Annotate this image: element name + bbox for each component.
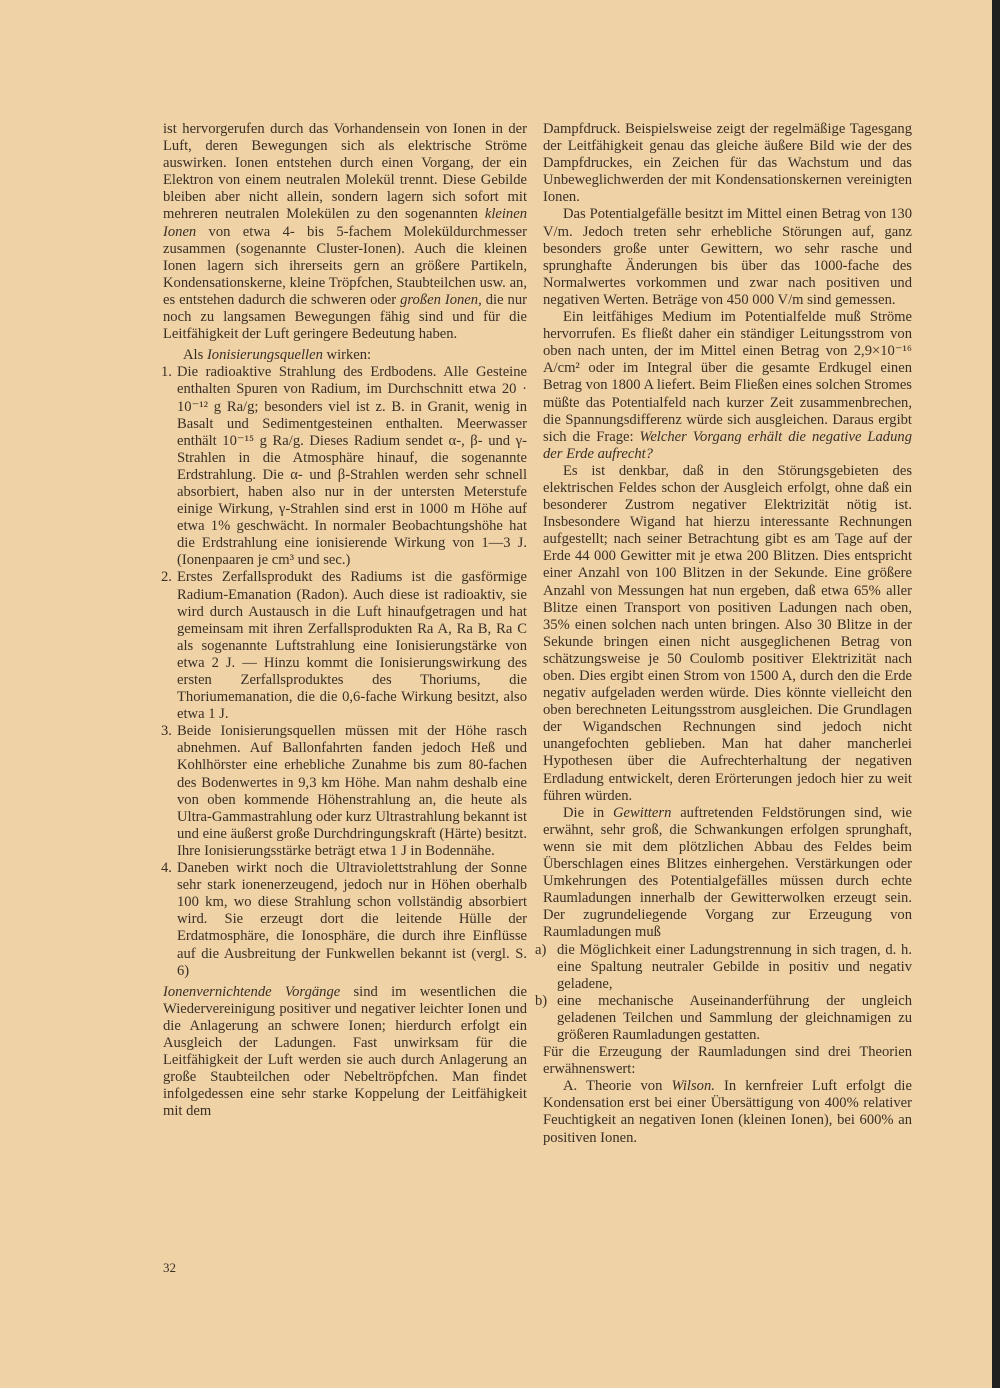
- emphasis: kleinen Ionen: [163, 206, 527, 240]
- list-text: Beide Ionisierungsquellen müssen mit der Höhe rasch abnehmen. Auf Ballonfahrten fanden jedoch Heß und Kohlhörster eine erhebliche Zunahme bis zum 80-fachen des Bodenwertes in 9,3 km Höhe. Man nahm deshalb eine von oben kommende Höhenstrahlung an, die heute als Ultra-Gammastrahlung oder kurz Ultrastrahlung bekannt ist und eine äußerst große Durchdringungskraft (Härte) besitzt. Ihre Ionisierungsstärke beträgt etwa 1 J in Bodennähe.: [177, 723, 527, 859]
- list-item: [163, 364, 527, 569]
- page-number: 32: [163, 1260, 176, 1275]
- right-paragraph-6: Für die Erzeugung der Raumladungen sind drei Theorien erwähnenswert:: [543, 1044, 912, 1078]
- emphasis: Welcher Vorgang erhält die negative Ladung der Erde aufrecht?: [543, 428, 912, 462]
- emphasis: Ionenvernichtende Vorgänge: [163, 983, 341, 1000]
- text-run: sind im wesentlichen die Wiedervereinigung positiver und negativer leichter Ionen und die Anlagerung an schwere Ionen; hierdurch erfolgt ein Ausgleich der Ladungen. Fast unwirksam für die Leitfähigkeit der Luft werden sie auch durch Anlagerung an große Staubteilchen oder Nebeltröpfchen. Man findet infolgedessen eine sehr starke Koppelung der Leitfähigkeit mit dem: [163, 983, 527, 1120]
- emphasis: Wilson.: [671, 1078, 715, 1095]
- left-paragraph-3: [163, 984, 527, 1121]
- right-paragraph-1: Dampfdruck. Beispielsweise zeigt der regelmäßige Tagesgang der Leitfähigkeit genau das gleiche äußere Bild wie der des Dampfdruckes, ein Zeichen für das Wachstum und das Unbeweglichwerden der mit Kondensationskernen vereinigten Ionen.: [543, 121, 912, 206]
- list-number: 2.: [161, 569, 172, 586]
- left-column: [163, 121, 527, 1120]
- list-item: [163, 723, 527, 860]
- right-paragraph-3: [543, 309, 912, 463]
- text-run: ist hervorgerufen durch das Vorhandensein von Ionen in der Luft, deren Bewegungen sich als elektrische Ströme auswirken. Ionen entstehen durch einen Vorgang, der ein Elektron von einem neutralen Molekül trennt. Diese Gebilde bleiben aber nicht allein, sondern lagern sich sofort mit mehreren neutralen Molekülen zu den sogenannten: [163, 121, 527, 223]
- list-text: die Möglichkeit einer Ladungstrennung in sich tragen, d. h. eine Spaltung neutraler Gebilde in positiv und negativ geladene,: [557, 941, 912, 992]
- right-paragraph-7: [543, 1078, 912, 1146]
- scan-edge: [992, 0, 1000, 1388]
- right-paragraph-4: Es ist denkbar, daß in den Störungsgebieten des elektrischen Feldes schon der Ausgleich erfolgt, ohne daß ein besonderer Zustrom negativer Elektrizität nötig ist. Insbesondere Wigand hat hierzu interessante Rechnungen aufgestellt; nach seiner Betrachtung gibt es am Tage auf der Erde 44 000 Gewitter mit je etwa 200 Blitzen. Dies entspricht einer Anzahl von 100 Blitzen in der Sekunde. Eine größere Anzahl von Messungen hat nun ergeben, daß etwa 65% aller Blitze einen Transport von positiven Ladungen nach oben, 35% einen solchen nach unten bringen. Also 30 Blitze in der Sekunde bringen einen nicht ausgeglichenen Betrag von schätzungsweise je 50 Coulomb positiver Elektrizität nach oben. Dies ergibt einen Strom von 1500 A, durch den die Erde negativ aufgeladen werden würde. Dies könnte vielleicht den oben berechneten Leitungsstrom ausgleichen. Die Grundlagen der Wigandschen Rechnungen sind jedoch nicht unangefochten geblieben. Man hat daher mancherlei Hypothesen über die Aufrechterhaltung der negativen Erdladung entwickelt, deren Erörterungen jedoch hier zu weit führen würden.: [543, 462, 912, 804]
- list-item: [535, 941, 912, 993]
- list-item: [163, 569, 527, 723]
- list-number: 1.: [161, 364, 172, 381]
- text-run: In kernfreier Luft erfolgt die Kondensation erst bei einer Übersättigung von 400% relativer Feuchtigkeit an negativen Ionen (kleinen Ionen), bei 600% an positiven Ionen.: [543, 1078, 912, 1146]
- text-run: von etwa 4- bis 5-fachem Moleküldurchmesser zusammen (sogenannte Cluster-Ionen). Auch die kleinen Ionen lagern sich ihrerseits gern an größere Partikeln, Kondensationskerne, kleine Tröpfchen, Staubteilchen usw. an, es entstehen dadurch die schweren oder: [163, 223, 527, 308]
- list-text: Erstes Zerfallsprodukt des Radiums ist die gasförmige Radium-Emanation (Radon). Auch diese ist radioaktiv, sie wird durch Austausch in die Luft hinaufgetragen und hat gemeinsam mit ihren Zerfallsprodukten Ra A, Ra B, Ra C als sogenannte Luftstrahlung eine Ionisierungstärke von etwa 2 J. — Hinzu kommt die Ionisierungswirkung des ersten Zerfallsproduktes des Thoriums, die Thoriumemanation, die die 0,6-fache Wirkung besitzt, also etwa 1 J.: [177, 569, 527, 723]
- list-text: Daneben wirkt noch die Ultraviolettstrahlung der Sonne sehr stark ionenerzeugend, jedoch nur in Höhen oberhalb 100 km, wo diese Strahlung schon vollständig absorbiert wird. Sie erzeugt dort die leitende Hülle der Erdatmosphäre, die Ionosphäre, die durch ihre Einflüsse auf die Ausbreitung der Funkwellen bekannt ist (vergl. S. 6): [177, 860, 527, 979]
- text-run: Ein leitfähiges Medium im Potentialfelde muß Ströme hervorrufen. Es fließt daher ein ständiger Leitungsstrom von oben nach unten, der im Mittel einen Betrag von 2,9×10⁻¹⁶ A/cm² oder im Integral über die gesamte Erdkugel einen Betrag von 1800 A liefert. Beim Fließen eines solchen Stromes müßte das Potentialfeld nach kurzer Zeit zusammenbrechen, die Spannungsdifferenz würde sich ausgleichen. Daraus ergibt sich die Frage:: [543, 309, 912, 445]
- list-item: [535, 992, 912, 1044]
- text-run: auftretenden Feldstörungen sind, wie erwähnt, sehr groß, die Schwankungen erfolgen sprunghaft, wenn sie mit dem plötzlichen Abbau des Feldes beim Überschlagen eines Blitzes einhergehen. Verstärkungen oder Umkehrungen des Potentialgefälles müssen durch echte Raumladungen innerhalb der Gewitterwolken erzeugt sein. Der zugrundeliegende Vorgang zur Erzeugung von Raumladungen muß: [543, 804, 913, 941]
- emphasis: großen Ionen,: [400, 291, 482, 308]
- text-run: wirken:: [326, 347, 372, 364]
- list-number: 3.: [161, 723, 172, 740]
- text-run: A. Theorie von: [563, 1078, 663, 1095]
- list-text: eine mechanische Auseinanderführung der ungleich geladenen Teilchen und Sammlung der gleichnamigen zu größeren Raumladungen gestatten.: [557, 992, 912, 1043]
- right-paragraph-5: [543, 805, 912, 942]
- emphasis: Gewittern: [613, 804, 672, 821]
- right-column: [535, 121, 913, 1147]
- left-paragraph-1: [163, 121, 527, 343]
- list-number: 4.: [161, 860, 172, 877]
- list-letter: b): [535, 992, 548, 1009]
- emphasis: Ionisierungsquellen: [206, 347, 323, 364]
- list-letter: a): [535, 941, 547, 958]
- list-text: Die radioaktive Strahlung des Erdbodens. Alle Gesteine enthalten Spuren von Radium, im Durchschnitt etwa 20 · 10⁻¹² g Ra/g; besonders viel ist z. B. in Granit, wenig in Basalt und Sedimentgesteinen enthalten. Meerwasser enthält 10⁻¹⁵ g Ra/g. Dieses Radium sendet α-, β- und γ-Strahlen in die Atmosphäre hinauf, die sogenannte Erdstrahlung. Die α- und β-Strahlen werden sehr schnell absorbiert, haben also nur in der untersten Meterstufe einige Wirkung, γ-Strahlen sind erst in 1000 m Höhe auf etwa 1% geschwächt. In normaler Beobachtungshöhe hat die Erdstrahlung eine ionisierende Wirkung von 1—3 J. (Ionenpaaren je cm³ und sec.): [177, 364, 527, 569]
- right-paragraph-2: Das Potentialgefälle besitzt im Mittel einen Betrag von 130 V/m. Jedoch treten sehr erhebliche Störungen auf, ganz besonders große unter Gewittern, wo sehr rasche und sprunghafte Änderungen bis über das 1000-fache des Normalwertes vorkommen und zwar nach positiven und negativen Werten. Beträge von 450 000 V/m sind gemessen.: [543, 206, 912, 308]
- list-item: [163, 860, 527, 980]
- text-run: die nur noch zu langsamen Bewegungen fähig sind und für die Leitfähigkeit der Luft geringere Bedeutung haben.: [163, 291, 528, 343]
- left-paragraph-2: [163, 347, 527, 364]
- text-run: Als: [183, 347, 204, 364]
- text-run: Die in: [563, 804, 605, 821]
